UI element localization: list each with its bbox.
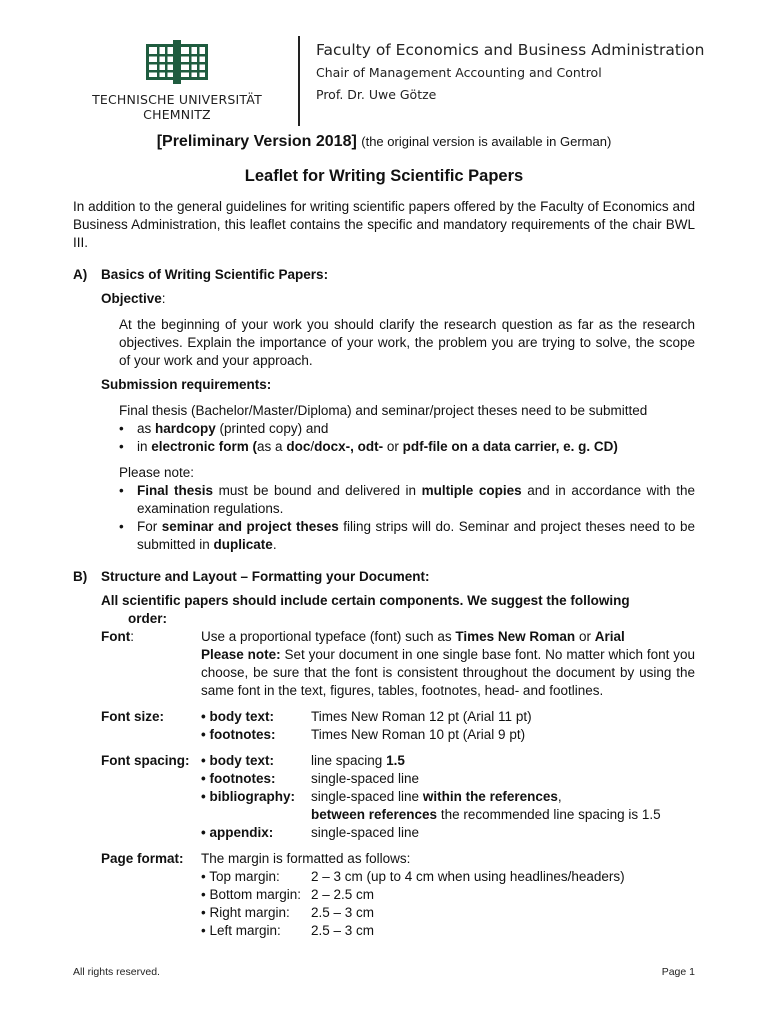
section-b-title: Structure and Layout – Formatting your Document: [101, 569, 430, 584]
bullet-text: in [137, 439, 152, 454]
please-note-label: Please note: [119, 465, 195, 480]
font-spacing-label: Font spacing: [101, 753, 190, 768]
margin-key: • Bottom margin: [201, 887, 302, 902]
faculty-name: Faculty of Economics and Business Administration [316, 41, 705, 59]
objective-text: At the beginning of your work you should clarify the research question as far as the research objectives. Explain the importance of your work, the problem you are trying to solve, the scope of your work and your approach. [119, 317, 695, 368]
font-description [201, 628, 695, 700]
section-a-title: Basics of Writing Scientific Papers: [101, 267, 329, 282]
margin-key: • Top margin: [201, 869, 280, 884]
bullet-emphasis: docx-, odt- [314, 439, 384, 454]
section-a-body [101, 290, 695, 554]
font-emphasis: Times New Roman [455, 629, 576, 644]
university-building-icon [146, 40, 208, 84]
font-size-row [101, 708, 695, 744]
margin-item [201, 922, 695, 940]
page-format-row [101, 850, 695, 940]
font-size-item [201, 708, 695, 726]
version-note: (the original version is available in German) [361, 134, 612, 149]
chair-name: Chair of Management Accounting and Control [316, 65, 602, 80]
bullet-icon: • [119, 483, 124, 498]
bullet-text: as [137, 421, 156, 436]
font-label [101, 628, 201, 700]
professor-name: Prof. Dr. Uwe Götze [316, 87, 437, 102]
margin-key: • Right margin: [201, 905, 290, 920]
document-title: Leaflet for Writing Scientific Papers [244, 167, 524, 185]
bullet-icon: • [119, 421, 124, 436]
spacing-value: , [557, 789, 562, 804]
spacing-emphasis: 1.5 [386, 753, 405, 768]
section-b-heading [73, 568, 695, 586]
spacing-key: • appendix: [201, 825, 274, 840]
font-note-text: Set your document in one single base font. No matter which font you choose, be sure that the font is consistent throughout the document by using the same font in the text, figures, tables, footnotes, head- and footlines. [201, 647, 695, 698]
spacing-key: • bibliography: [201, 789, 295, 804]
objective-heading [101, 290, 695, 308]
bullet-text: / [310, 439, 315, 454]
submission-body [119, 402, 695, 554]
font-emphasis: Arial [594, 629, 625, 644]
version-line [0, 132, 768, 152]
header-divider [298, 36, 300, 126]
order-line-continued: order: [128, 611, 168, 626]
font-spacing-values [201, 752, 695, 842]
bullet-icon: • [119, 439, 124, 454]
intro-paragraph: In addition to the general guidelines for writing scientific papers offered by the Faculty of Economics and Business Administration, this leaflet contains the specific and mandatory requirements of the chair BWL III. [73, 199, 695, 250]
note-text: and in accordance with the examination regulations. [137, 483, 695, 516]
margin-item [201, 886, 695, 904]
spacing-item [201, 788, 695, 806]
spacing-item-continued [201, 806, 695, 824]
section-a-heading [73, 266, 695, 284]
margin-item [201, 868, 695, 886]
font-note-label: Please note: [201, 647, 281, 662]
footer-rights: All rights reserved. [73, 966, 160, 978]
list-item [119, 482, 695, 518]
page-format-values [201, 850, 695, 940]
font-size-values [201, 708, 695, 744]
university-name-line2: CHEMNITZ [143, 107, 211, 122]
note-emphasis: multiple copies [421, 483, 522, 498]
version-label: [Preliminary Version 2018] [156, 133, 357, 150]
margin-value: 2 – 3 cm (up to 4 cm when using headlines/headers) [311, 869, 625, 884]
note-emphasis: duplicate [213, 537, 273, 552]
section-b-letter: B) [73, 569, 88, 584]
university-logo [88, 40, 266, 122]
section-a-letter: A) [73, 267, 88, 282]
spacing-value: single-spaced line [311, 789, 423, 804]
letterhead [0, 36, 768, 128]
document-body [73, 198, 695, 940]
note-emphasis: Final thesis [137, 483, 214, 498]
font-size-label: Font size: [101, 709, 164, 724]
bullet-text: (printed copy) and [215, 421, 329, 436]
submission-text: Final thesis (Bachelor/Master/Diploma) and seminar/project theses need to be submitted [119, 403, 648, 418]
note-text: must be bound and delivered in [213, 483, 422, 498]
list-item [119, 420, 695, 438]
bullet-emphasis: hardcopy [155, 421, 216, 436]
font-size-key: • body text: [201, 709, 274, 724]
spacing-item [201, 752, 695, 770]
spacing-key: • footnotes: [201, 771, 276, 786]
spacing-item [201, 770, 695, 788]
order-line: All scientific papers should include certain components. We suggest the following [101, 593, 630, 608]
bullet-text: as a [257, 439, 287, 454]
page-format-intro: The margin is formatted as follows: [201, 851, 411, 866]
margin-value: 2 – 2.5 cm [311, 887, 375, 902]
font-text: or [575, 629, 595, 644]
note-text: For [137, 519, 162, 534]
objective-label: Objective [101, 291, 162, 306]
font-row [101, 628, 695, 700]
footer-page-number: Page 1 [661, 966, 695, 978]
spacing-key: • body text: [201, 753, 274, 768]
order-paragraph [101, 592, 695, 628]
bullet-icon: • [119, 519, 124, 534]
font-size-value: Times New Roman 12 pt (Arial 11 pt) [311, 709, 532, 724]
font-label-text: Font [101, 629, 131, 644]
bullet-emphasis: doc [286, 439, 311, 454]
margin-item [201, 904, 695, 922]
font-spacing-row [101, 752, 695, 842]
objective-colon: : [161, 291, 166, 306]
spacing-value: single-spaced line [311, 771, 420, 786]
font-size-key: • footnotes: [201, 727, 276, 742]
margin-key: • Left margin: [201, 923, 281, 938]
note-text: filing strips will do. Seminar and project theses need to be submitted in [137, 519, 695, 552]
list-item [119, 518, 695, 554]
spacing-value: line spacing [311, 753, 387, 768]
spacing-value: the recommended line spacing is 1.5 [437, 807, 661, 822]
spacing-emphasis: within the references [422, 789, 558, 804]
bullet-emphasis: electronic form ( [151, 439, 258, 454]
spacing-item [201, 824, 695, 842]
bullet-text: or [383, 439, 403, 454]
bullet-emphasis: pdf-file on a data carrier, e. g. CD) [402, 439, 618, 454]
note-text: . [272, 537, 277, 552]
list-item [119, 438, 695, 456]
margin-value: 2.5 – 3 cm [311, 905, 375, 920]
font-text: Use a proportional typeface (font) such as [201, 629, 456, 644]
font-size-item [201, 726, 695, 744]
spacing-value: single-spaced line [311, 825, 420, 840]
margin-value: 2.5 – 3 cm [311, 923, 375, 938]
page-format-label: Page format: [101, 851, 184, 866]
font-label-colon: : [130, 629, 135, 644]
font-size-value: Times New Roman 10 pt (Arial 9 pt) [311, 727, 526, 742]
university-name-line1: TECHNISCHE UNIVERSITÄT [92, 92, 262, 107]
spacing-emphasis: between references [311, 807, 438, 822]
note-emphasis: seminar and project theses [161, 519, 339, 534]
submission-heading: Submission requirements: [101, 377, 272, 392]
